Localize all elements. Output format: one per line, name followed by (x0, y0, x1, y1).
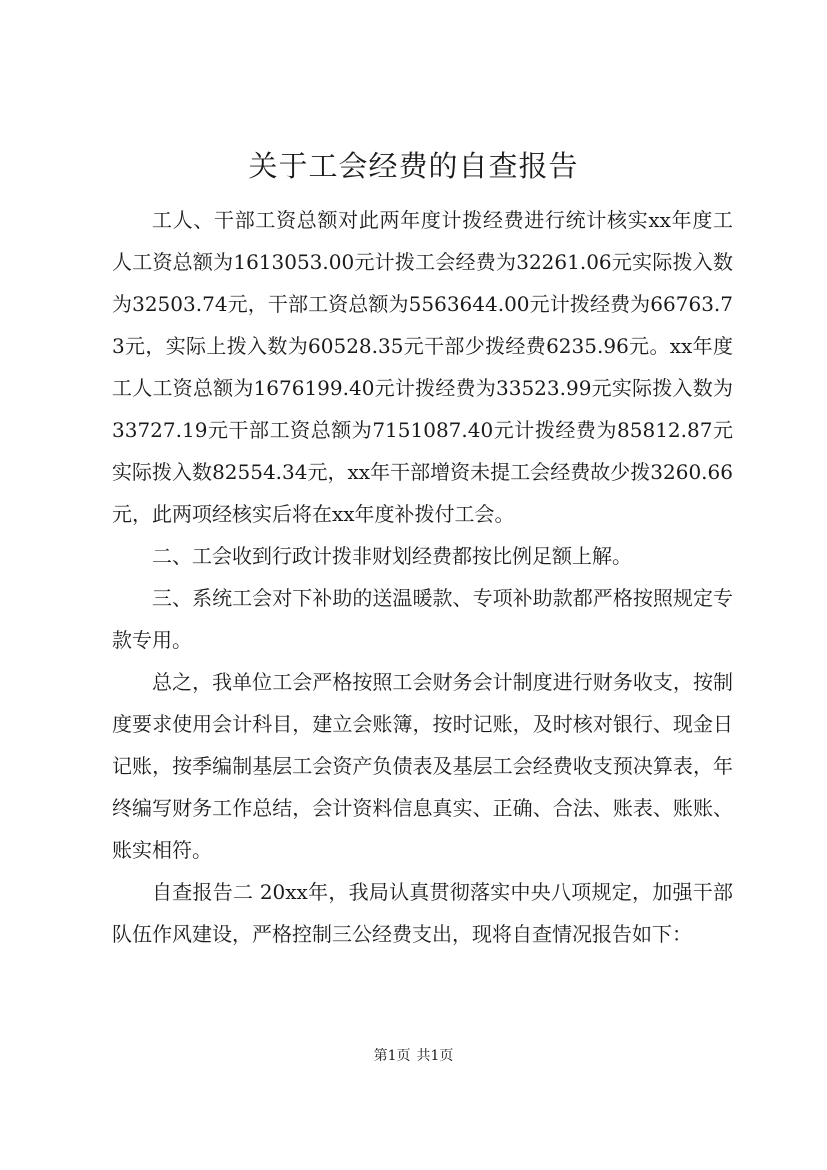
page-total: 共1页 (416, 1048, 454, 1064)
paragraph-1: 工人、干部工资总额对此两年度计拨经费进行统计核实xx年度工人工资总额为1613053.00元计拨工会经费为32261.06元实际拨入数为32503.74元，干部工资总额为5563644.00元计拨经费为66763.73元，实际上拨入数为60528.35元干部少拨经费6235.96元。xx年度工人工资总额为1676199.40元计拨经费为33523.99元实际拨入数为33727.19元干部工资总额为7151087.40元计拨经费为85812.87元实际拨入数82554.34元，xx年干部增资未提工会经费故少拨3260.66元，此两项经核实后将在xx年度补拨付工会。 (112, 208, 733, 526)
page-number: 第1页 (373, 1048, 411, 1064)
paragraph-3: 三、系统工会对下补助的送温暖款、专项补助款都严格按照规定专款专用。 (112, 586, 733, 652)
paragraph-5: 自查报告二 20xx年，我局认真贯彻落实中央八项规定，加强干部队伍作风建设，严格控制三公经费支出，现将自查情况报告如下： (112, 880, 733, 946)
paragraph-4: 总之，我单位工会严格按照工会财务会计制度进行财务收支，按制度要求使用会计科目，建立会账簿，按时记账，及时核对银行、现金日记账，按季编制基层工会资产负债表及基层工会经费收支预决算表，年终编写财务工作总结，会计资料信息真实、正确、合法、账表、账账、账实相符。 (112, 670, 733, 862)
document-body (112, 199, 733, 955)
document-title: 关于工会经费的自查报告 (248, 149, 579, 183)
page-footer (0, 1046, 827, 1066)
paragraph-2: 二、工会收到行政计拨非财划经费都按比例足额上解。 (152, 544, 632, 568)
